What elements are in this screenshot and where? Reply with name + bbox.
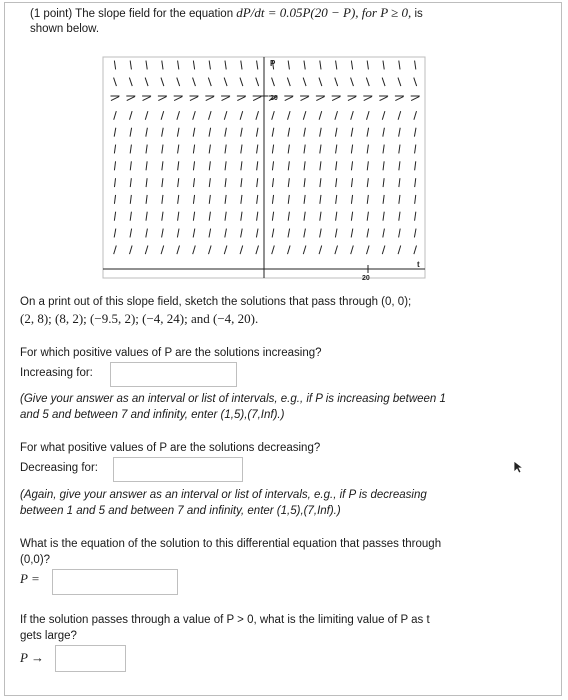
limit-input[interactable] (55, 645, 126, 672)
equation-label: P = (20, 571, 40, 586)
decreasing-input[interactable] (113, 457, 243, 482)
equation-input[interactable] (52, 569, 178, 595)
increasing-label: Increasing for: (20, 367, 93, 379)
p-axis-tick-label: 20 (270, 95, 278, 102)
decreasing-label: Decreasing for: (20, 462, 98, 474)
t-axis-label: t (417, 260, 420, 269)
increasing-input[interactable] (110, 362, 237, 387)
decreasing-hint-line2: between 1 and 5 and between 7 and infinity, enter (1,5),(7,Inf).) (20, 505, 341, 517)
increasing-hint-line1: (Give your answer as an interval or list of intervals, e.g., if P is increasing between 1 (20, 393, 446, 405)
limit-question-line2: gets large? (20, 630, 77, 642)
equation-question-line1: What is the equation of the solution to this differential equation that passes through (20, 538, 442, 550)
decreasing-hint-line1: (Again, give your answer as an interval or list of intervals, e.g., if P is decreasing (20, 489, 427, 501)
equation-question-line2: (0,0)? (20, 554, 51, 566)
problem-intro-tail: is (411, 8, 423, 20)
limit-question-line1: If the solution passes through a value of P > 0, what is the limiting value of P as t (20, 614, 430, 626)
problem-intro-line2: shown below. (30, 23, 100, 35)
t-axis-tick-label: 20 (362, 275, 370, 282)
p-axis-label: P (270, 59, 276, 68)
sketch-instruction-line1: On a print out of this slope field, sketch the solutions that pass through (0, 0); (20, 296, 412, 308)
mouse-cursor-icon (513, 460, 525, 474)
limit-label: P → (20, 650, 44, 665)
increasing-question: For which positive values of P are the solutions increasing? (20, 347, 322, 359)
decreasing-question: For what positive values of P are the solutions decreasing? (20, 442, 321, 454)
problem-equation: dP/dt = 0.05P(20 − P), for P ≥ 0, (236, 5, 412, 20)
sketch-instruction-line2: (2, 8); (8, 2); (−9.5, 2); (−4, 24); and (−4, 20). (20, 311, 259, 326)
problem-intro-text: (1 point) The slope field for the equation (30, 8, 237, 20)
problem-intro-line1 (30, 6, 423, 21)
increasing-hint-line2: and 5 and between 7 and infinity, enter (1,5),(7,Inf).) (20, 409, 285, 421)
slope-field-plot (103, 57, 425, 282)
